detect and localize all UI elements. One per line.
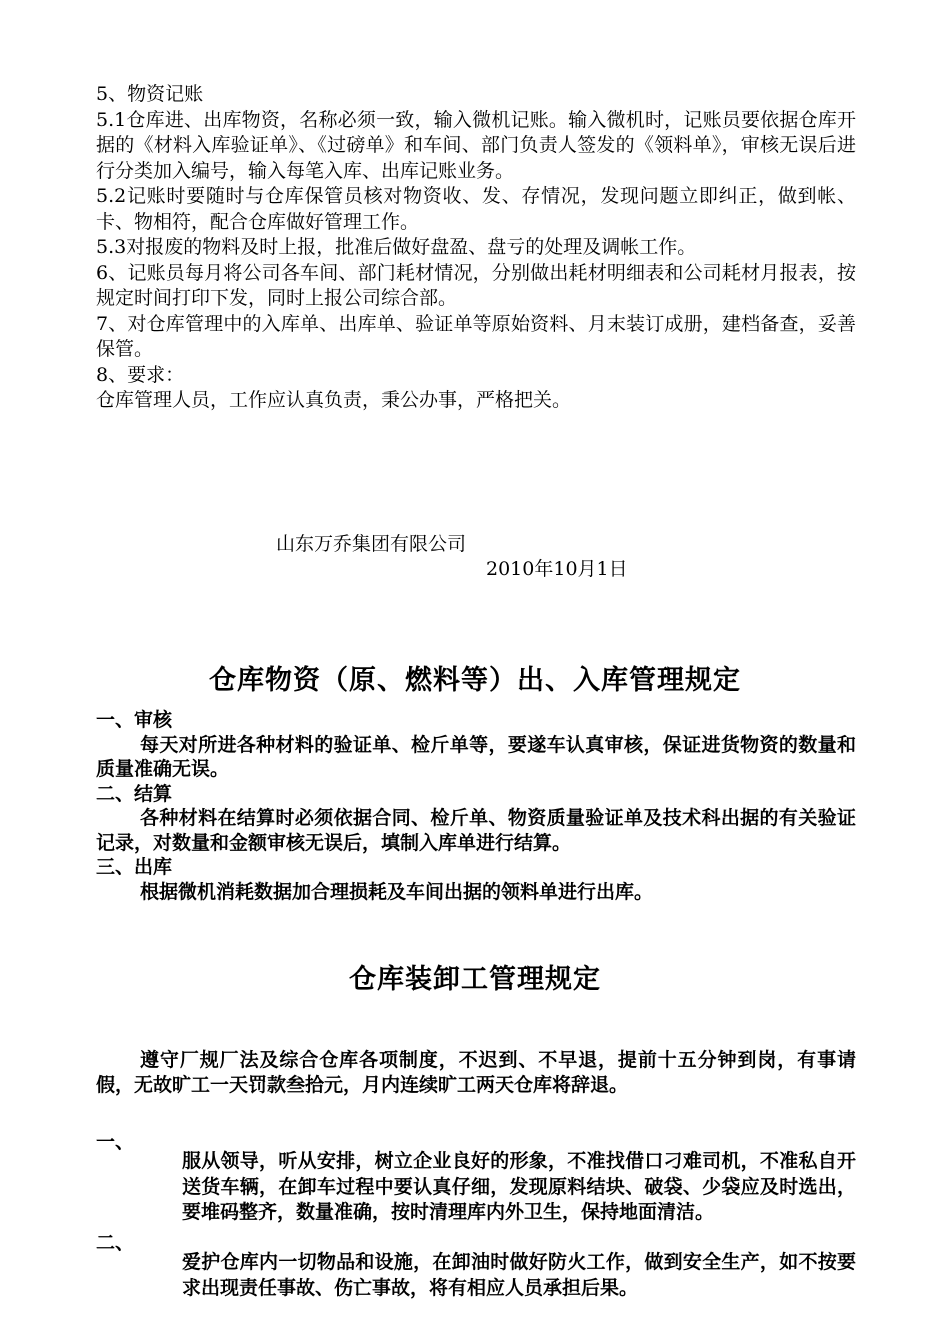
rule-5-1: 5.1仓库进、出库物资，名称必须一致，输入微机记账。输入微机时，记账员要依据仓库开据的《材料入库验证单》、《过磅单》和车间、部门负责人签发的《领料单》，审核无误后进行分类加入编号，输入每笔入库、出库记账业务。 (96, 108, 856, 182)
loader-rule-text: 爱护仓库内一切物品和设施，在卸油时做好防火工作，做到安全生产，如不按要求出现责任事故、伤亡事故，将有相应人员承担后果。 (182, 1251, 856, 1299)
heading-audit: 一、审核 (96, 709, 173, 731)
heading-outbound: 三、出库 (96, 856, 173, 878)
audit-text: 每天对所进各种材料的验证单、检斤单等，要遂车认真审核，保证进货物资的数量和质量准确无误。 (96, 733, 856, 780)
heading-8-requirements: 8、要求： (96, 363, 185, 386)
rule-7: 7、对仓库管理中的入库单、出库单、验证单等原始资料、月末装订成册，建档备查，妥善保管。 (96, 312, 856, 360)
loader-rule-number: 二、 (96, 1232, 135, 1254)
requirement-text: 仓库管理人员，工作应认真负责，秉公办事，严格把关。 (96, 389, 572, 411)
loader-rules-intro (96, 1048, 856, 1098)
loader-rule-item (96, 1231, 856, 1320)
signature-company: 山东万乔集团有限公司 (276, 533, 467, 555)
heading-settlement: 二、结算 (96, 782, 173, 805)
loader-rule-text: 服从领导，听从安排，树立企业良好的形象，不准找借口刁难司机，不准私自开送货车辆，在卸车过程中要认真仔细，发现原料结块、破袋、少袋应及时选出，要堆码整齐，数量准确，按时清理库内外卫生，保持地面清洁。 (182, 1150, 856, 1223)
inout-rules-section (96, 708, 856, 904)
loader-rule-number: 一、 (96, 1131, 135, 1153)
rule-5-3: 5.3对报废的物料及时上报，批准后做好盘盈、盘亏的处理及调帐工作。 (96, 236, 697, 258)
inout-rules-title: 仓库物资（原、燃料等）出、入库管理规定 (209, 665, 741, 696)
loader-rules-title: 仓库装卸工管理规定 (349, 964, 601, 995)
heading-5-accounting: 5、物资记账 (96, 83, 204, 105)
loader-intro-text: 遵守厂规厂法及综合仓库各项制度，不迟到、不早退，提前十五分钟到岗，有事请假，无故旷工一天罚款叁拾元，月内连续旷工两天仓库将辞退。 (96, 1049, 856, 1096)
settlement-text: 各种材料在结算时必须依据合同、检斤单、物资质量验证单及技术科出据的有关验证记录，对数量和金额审核无误后，填制入库单进行结算。 (96, 807, 856, 854)
signature-date: 2010年10月1日 (486, 558, 628, 580)
loader-rule-item (96, 1130, 856, 1245)
outbound-text: 根据微机消耗数据加合理损耗及车间出据的领料单进行出库。 (140, 880, 654, 903)
rule-5-2: 5.2记账时要随时与仓库保管员核对物资收、发、存情况，发现问题立即纠正，做到帐、卡、物相符，配合仓库做好管理工作。 (96, 185, 856, 233)
rule-6: 6、记账员每月将公司各车间、部门耗材情况，分别做出耗材明细表和公司耗材月报表，按规定时间打印下发，同时上报公司综合部。 (96, 261, 856, 309)
accounting-rules-section (96, 82, 856, 414)
